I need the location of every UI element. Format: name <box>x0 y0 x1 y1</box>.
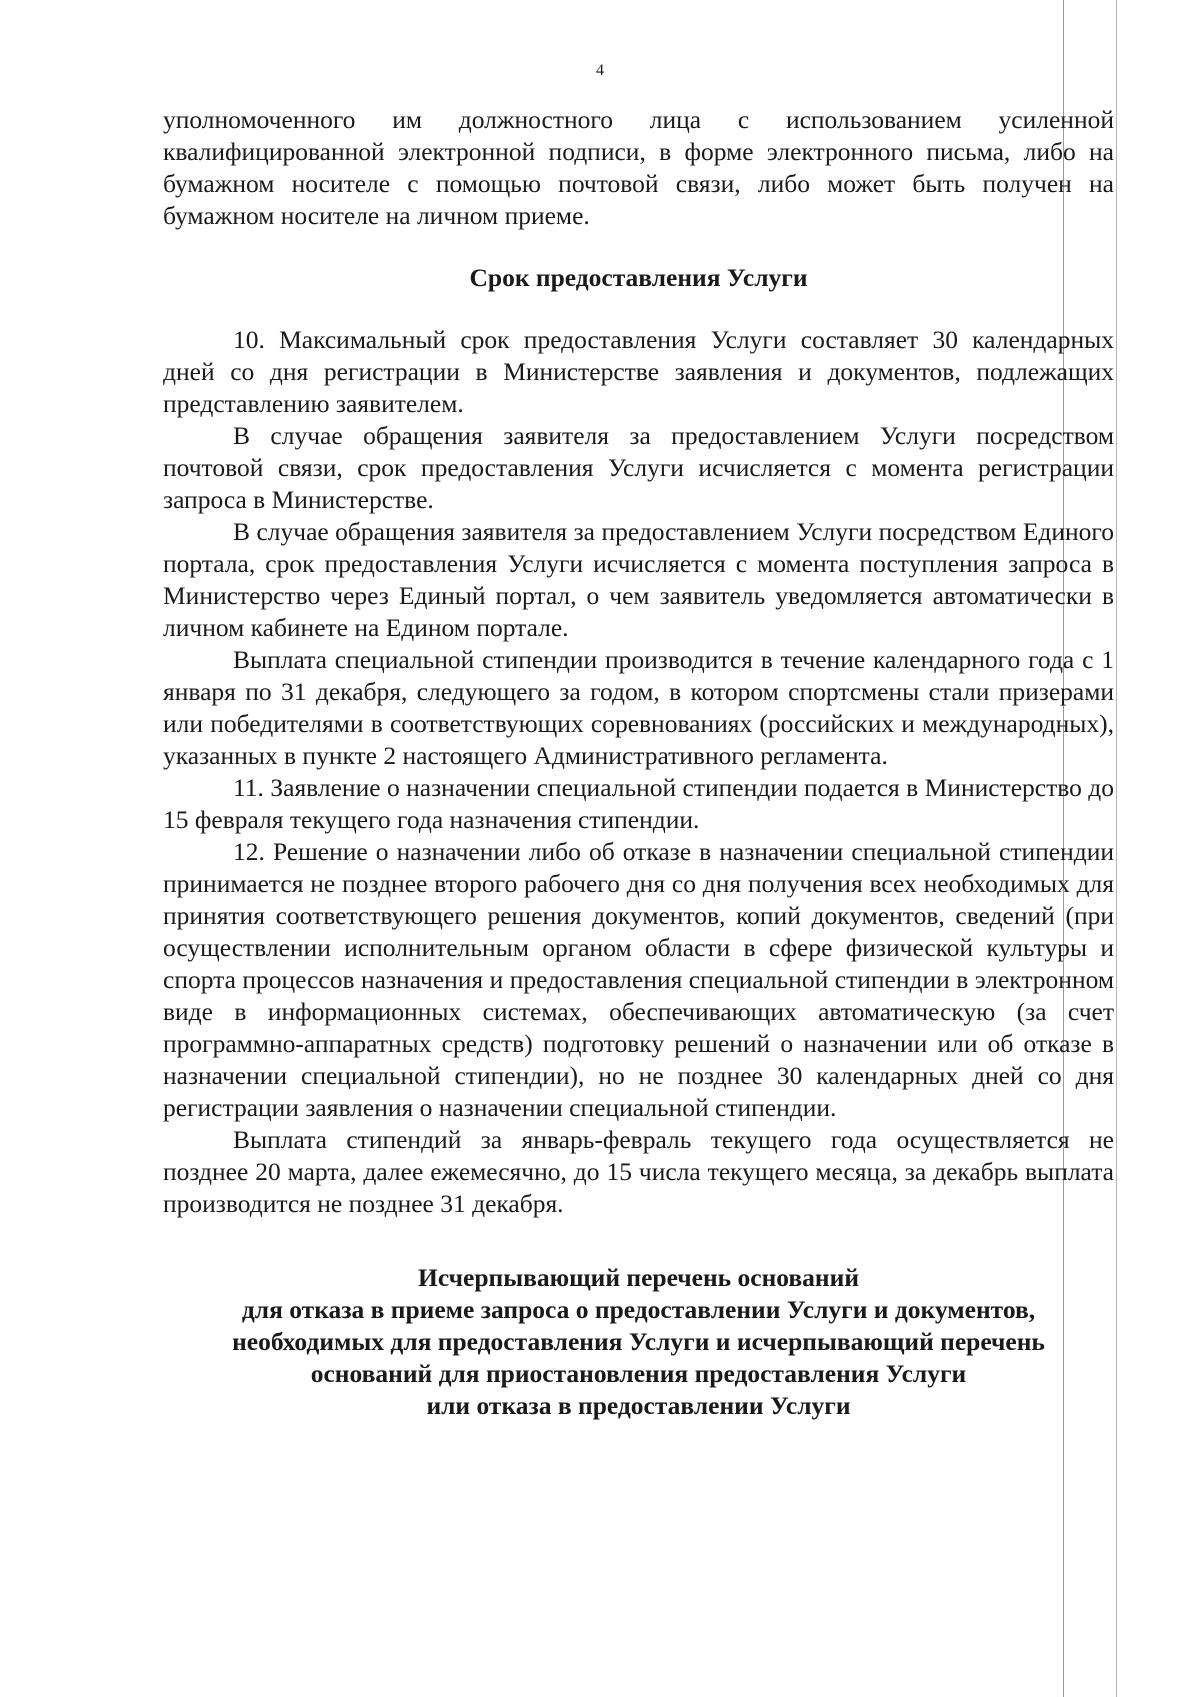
paragraph-term-1: 10. Максимальный срок предоставления Услуги составляет 30 календарных дней со дня регистрации в Министерстве заявления и документов, подлежащих представлению заявителем. <box>163 325 1114 418</box>
heading-line: или отказа в предоставлении Услуги <box>426 1391 851 1420</box>
document-body <box>163 104 1114 1422</box>
paragraph-term-4: Выплата специальной стипендии производится в течение календарного года с 1 января по 31 декабря, следующего за годом, в котором спортсмены стали призерами или победителями в соответствующих соревнованиях (российских и международных), указанных в пункте 2 настоящего Административного регламента. <box>163 645 1114 770</box>
heading-line: необходимых для предоставления Услуги и исчерпывающий перечень <box>232 1327 1045 1356</box>
paragraph-term-6: 12. Решение о назначении либо об отказе в назначении специальной стипендии принимается не позднее второго рабочего дня со дня получения всех необходимых для принятия соответствующего решения документов, копий документов, сведений (при осуществлении исполнительным органом области в сфере физической культуры и спорта процессов назначения и предоставления специальной стипендии в электронном виде в информационных системах, обеспечивающих автоматическую (за счет программно-аппаратных средств) подготовку решений о назначении или об отказе в назначении специальной стипендии), но не позднее 30 календарных дней со дня регистрации заявления о назначении специальной стипендии. <box>163 837 1114 1122</box>
page-number: 4 <box>596 62 604 79</box>
scan-margin-line-right <box>1116 0 1117 1697</box>
heading-line: для отказа в приеме запроса о предоставлении Услуги и документов, <box>241 1295 1036 1324</box>
paragraph-term-2: В случае обращения заявителя за предоставлением Услуги посредством почтовой связи, срок предоставления Услуги исчисляется с момента регистрации запроса в Министерстве. <box>163 421 1114 514</box>
heading-line: Исчерпывающий перечень оснований <box>417 1263 860 1292</box>
section-heading-term: Срок предоставления Услуги <box>469 263 808 292</box>
paragraph-term-7: Выплата стипендий за январь-февраль текущего года осуществляется не позднее 20 марта, далее ежемесячно, до 15 числа текущего месяца, за декабрь выплата производится не позднее 31 декабря. <box>163 1125 1114 1218</box>
paragraph-term-3: В случае обращения заявителя за предоставлением Услуги посредством Единого портала, срок предоставления Услуги исчисляется с момента поступления запроса в Министерство через Единый портал, о чем заявитель уведомляется автоматически в личном кабинете на Едином портале. <box>163 517 1114 642</box>
paragraph-term-5: 11. Заявление о назначении специальной стипендии подается в Министерство до 15 февраля текущего года назначения стипендии. <box>163 773 1114 834</box>
heading-line: оснований для приостановления предоставления Услуги <box>310 1359 967 1388</box>
intro-paragraph: уполномоченного им должностного лица с использованием усиленной квалифицированной электронной подписи, в форме электронного письма, либо на бумажном носителе с помощью почтовой связи, либо может быть получен на бумажном носителе на личном приеме. <box>163 105 1114 230</box>
section-heading-denial <box>163 1262 1114 1422</box>
